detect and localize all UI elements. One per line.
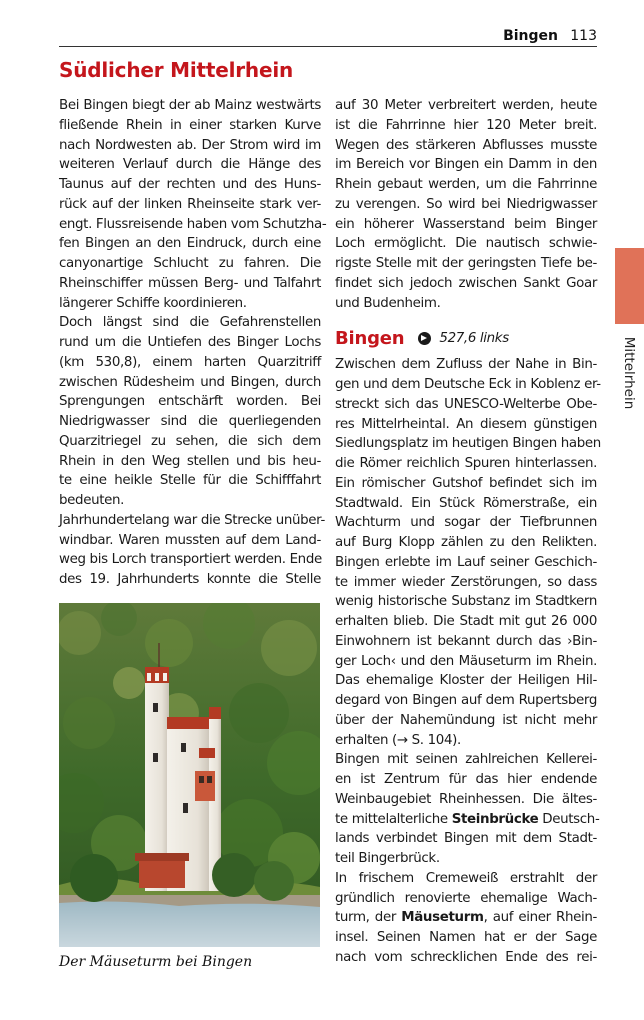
- text-line: erhalten (→ S. 104).: [335, 732, 461, 748]
- text-line: lands verbindet Bingen mit dem Stadt-: [335, 831, 597, 847]
- text-line: ein höherer Wasserstand beim Binger: [335, 216, 597, 232]
- photo-illustration: [59, 603, 320, 947]
- text-line: Ein römischer Gutshof befindet sich im: [335, 475, 597, 491]
- text-line: windbar. Waren mussten auf dem Land-: [59, 532, 321, 548]
- text-line: teil Bingerbrück.: [335, 851, 440, 866]
- text-line: wenig historische Substanz im Stadtkern: [335, 594, 597, 610]
- text-line: Jahrhundertelang war die Strecke unüber-: [59, 512, 325, 528]
- text-line: Einwohnern ist bekannt durch das ›Bin-: [335, 633, 597, 649]
- text-line: Quarzitriegel zu sehen, die sich dem: [59, 433, 321, 449]
- text-line: Rhein gebaut werden, um die Fahrrinne: [335, 177, 597, 192]
- text-line: res Mittelrheintal. An diesem günstigen: [335, 416, 597, 432]
- page-number: 113: [570, 28, 597, 44]
- text-line: erhalten blieb. Die Stadt mit gut 26 000: [335, 614, 597, 629]
- text-line: Wegen des stärkeren Abflusses musste: [335, 137, 597, 153]
- text-line: canyonartige Schlucht zu fahren. Die: [59, 256, 321, 271]
- text-line: und Budenheim.: [335, 295, 441, 311]
- text-line: auf 30 Meter verbreitert werden, heute: [335, 98, 597, 113]
- text-line: gen und dem Deutsche Eck in Koblenz er-: [335, 377, 601, 392]
- text-line: rück auf der linken Rheinseite stark ver-: [59, 196, 321, 212]
- text-line: zu verengen. So wird bei Niedrigwasser: [335, 196, 597, 212]
- text-line: weiteren Verlauf durch die Hänge des: [59, 157, 321, 173]
- text-line: turm, der Mäuseturm, auf einer Rhein-: [335, 910, 597, 926]
- text-line: degard von Bingen auf dem Rupertsberg: [335, 693, 597, 708]
- text-line: die Römer reichlich Spuren hinterlassen.: [335, 456, 597, 471]
- photo-caption: Der Mäuseturm bei Bingen: [59, 954, 253, 970]
- text-line: Stadtwald. Ein Stück Römerstraße, ein: [335, 495, 597, 511]
- text-line: Rhein in den Weg stellen und bis heu-: [59, 453, 321, 469]
- chapter-side-label: Mittelrhein: [621, 336, 637, 410]
- running-head: Bingen: [503, 28, 558, 44]
- chapter-thumb-tab: [615, 248, 644, 324]
- text-line: ist die Fahrrinne hier 120 Meter breit.: [335, 117, 597, 133]
- text-line: nach Nordwesten ab. Der Strom wird im: [59, 137, 321, 153]
- photo-maeuseturm: [59, 603, 320, 947]
- text-line: Doch längst sind die Gefahrenstellen: [59, 315, 321, 331]
- text-line: Taunus auf der rechten und des Huns-: [59, 177, 321, 192]
- river-km-direction: 527,6 links: [439, 330, 509, 346]
- text-line: gründlich renovierte ehemalige Wach-: [335, 890, 597, 906]
- text-line: findet sich jedoch zwischen Sankt Goar: [335, 275, 597, 291]
- text-line: Siedlungsplatz im heutigen Bingen haben: [335, 436, 601, 452]
- subsection-heading-row: [335, 322, 597, 355]
- text-line: fließende Rhein in einer starken Kurve: [59, 117, 321, 133]
- text-line: fen Bingen an den Eindruck, durch eine: [59, 236, 321, 252]
- text-line: ger Loch‹ und den Mäuseturm im Rhein.: [335, 653, 597, 669]
- subsection-title: Bingen: [335, 327, 405, 349]
- text-line: Rheinschiffer müssen Berg- und Talfahrt: [59, 275, 321, 291]
- text-line: te mittelalterliche Steinbrücke Deutsch-: [335, 811, 600, 827]
- text-line: zwischen Rüdesheim und Bingen, durch: [59, 374, 321, 390]
- text-line: en ist Zentrum für das hier endende: [335, 772, 597, 787]
- text-line: Sprengungen entschärft worden. Bei: [59, 394, 321, 410]
- text-line: nach vom schrecklichen Ende des rei-: [335, 949, 597, 965]
- text-line: te eine heikle Stelle für die Schifffahrt: [59, 473, 321, 489]
- text-line: insel. Seinen Namen hat er der Sage: [335, 930, 597, 945]
- text-line: bedeuten.: [59, 493, 125, 508]
- text-line: Bei Bingen biegt der ab Mainz westwärts: [59, 98, 321, 113]
- text-line: Loch ermöglicht. Die nautisch schwie-: [335, 236, 597, 252]
- text-line: In frischem Cremeweiß erstrahlt der: [335, 870, 597, 886]
- text-line: Zwischen dem Zufluss der Nahe in Bin-: [335, 357, 597, 373]
- section-title: Südlicher Mittelrhein: [59, 58, 294, 82]
- text-line: rigste Stelle mit der geringsten Tiefe be-: [335, 256, 597, 271]
- text-line: te immer wieder Zerstörungen, so dass: [335, 574, 597, 590]
- text-line: über der Nahemündung ist nicht mehr: [335, 712, 597, 728]
- text-line: (km 530,8), einem harten Quarzitriff: [59, 354, 321, 370]
- text-line: Niedrigwasser sind die querliegenden: [59, 414, 321, 429]
- text-line: Weinbaugebiet Rheinhessen. Die ältes-: [335, 791, 597, 807]
- header-rule: [59, 46, 597, 47]
- text-line: rund um die Untiefen des Binger Lochs: [59, 335, 321, 350]
- right-column-text-top: [335, 96, 597, 313]
- left-column-text: [59, 96, 327, 590]
- text-line: auf Burg Klopp zählen zu den Relikten.: [335, 535, 597, 550]
- arrow-right-circle-icon: [418, 332, 431, 345]
- text-line: Bingen mit seinen zahlreichen Kellerei-: [335, 752, 597, 768]
- right-column-text-bottom: [335, 355, 601, 967]
- left-column: [59, 96, 327, 590]
- text-line: im Bereich vor Bingen ein Damm in den: [335, 157, 597, 173]
- text-line: Wachturm und sogar der Tiefbrunnen: [335, 515, 597, 531]
- text-line: streckt sich das UNESCO-Welterbe Obe-: [335, 396, 597, 412]
- text-line: Das ehemalige Kloster der Heiligen Hil-: [335, 673, 597, 689]
- text-line: weg bis Lorch transportiert werden. Ende: [59, 552, 322, 568]
- text-line: engt. Flussreisende haben vom Schutzha-: [59, 216, 327, 232]
- text-line: Bingen erlebte im Lauf seiner Geschich-: [335, 554, 597, 570]
- right-column: [335, 96, 601, 968]
- text-line: des 19. Jahrhunderts konnte die Stelle: [59, 572, 321, 587]
- text-line: längerer Schiffe koordinieren.: [59, 295, 247, 311]
